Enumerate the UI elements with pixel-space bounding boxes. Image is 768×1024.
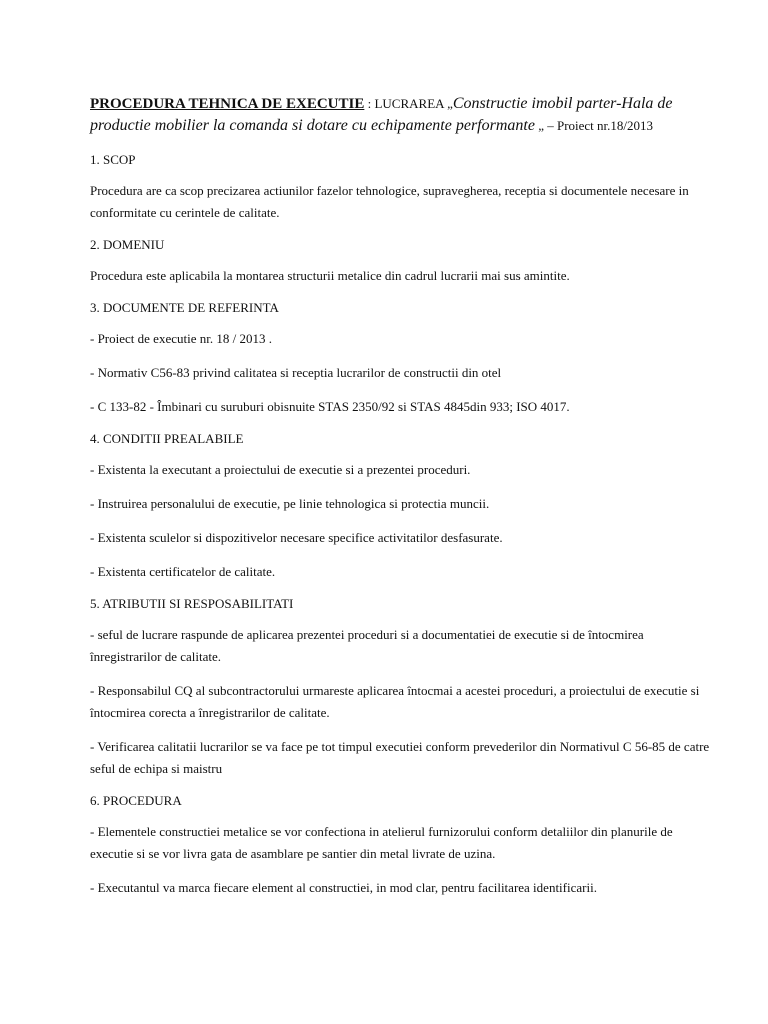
- title-separator: : LUCRAREA „: [364, 96, 453, 111]
- title-project-number: „ – Proiect nr.18/2013: [534, 118, 654, 133]
- section-paragraph: - Normativ C56-83 privind calitatea si receptia lucrarilor de constructii din otel: [90, 365, 502, 380]
- section-paragraph: - Elementele constructiei metalice se vor confectiona in atelierul furnizorului conform detaliilor din planurile de executie si se vor livra gata de asamblare pe santier din metal livrate de uzina.: [90, 824, 673, 861]
- section-heading-domeniu: 2. DOMENIU: [90, 237, 165, 252]
- section-heading-procedura: 6. PROCEDURA: [90, 793, 182, 808]
- document-body: [90, 93, 718, 899]
- title-project-name: Constructie imobil parter-Hala de productie mobilier la comanda si dotare cu echipamente performante: [90, 95, 673, 134]
- section-heading-documente: 3. DOCUMENTE DE REFERINTA: [90, 300, 279, 315]
- section-heading-scop: 1. SCOP: [90, 152, 136, 167]
- section-paragraph: - Existenta sculelor si dispozitivelor necesare specifice activitatilor desfasurate.: [90, 530, 503, 545]
- section-paragraph: - seful de lucrare raspunde de aplicarea prezentei proceduri si a documentatiei de executie si de întocmirea înregistrarilor de calitate.: [90, 627, 644, 664]
- document-title: [90, 93, 718, 137]
- section-paragraph: - Existenta certificatelor de calitate.: [90, 564, 276, 579]
- section-paragraph: Procedura este aplicabila la montarea structurii metalice din cadrul lucrarii mai sus amintite.: [90, 268, 570, 283]
- section-paragraph: - Proiect de executie nr. 18 / 2013 .: [90, 331, 272, 346]
- section-paragraph: - Verificarea calitatii lucrarilor se va face pe tot timpul executiei conform prevederilor din Normativul C 56-85 de catre seful de echipa si maistru: [90, 739, 710, 776]
- section-paragraph: - C 133-82 - Îmbinari cu suruburi obisnuite STAS 2350/92 si STAS 4845din 933; ISO 4017.: [90, 399, 570, 414]
- section-heading-atributii: 5. ATRIBUTII SI RESPOSABILITATI: [90, 596, 294, 611]
- section-paragraph: - Instruirea personalului de executie, pe linie tehnologica si protectia muncii.: [90, 496, 490, 511]
- section-paragraph: - Responsabilul CQ al subcontractorului urmareste aplicarea întocmai a acestei proceduri, a proiectului de executie si întocmirea corecta a înregistrarilor de calitate.: [90, 683, 700, 720]
- section-paragraph: - Existenta la executant a proiectului de executie si a prezentei proceduri.: [90, 462, 471, 477]
- title-main: PROCEDURA TEHNICA DE EXECUTIE: [90, 96, 365, 112]
- section-paragraph: - Executantul va marca fiecare element al constructiei, in mod clar, pentru facilitarea identificarii.: [90, 880, 597, 895]
- section-paragraph: Procedura are ca scop precizarea actiunilor fazelor tehnologice, supravegherea, receptia si documentele necesare in conformitate cu cerintele de calitate.: [90, 183, 689, 220]
- section-heading-conditii: 4. CONDITII PREALABILE: [90, 431, 244, 446]
